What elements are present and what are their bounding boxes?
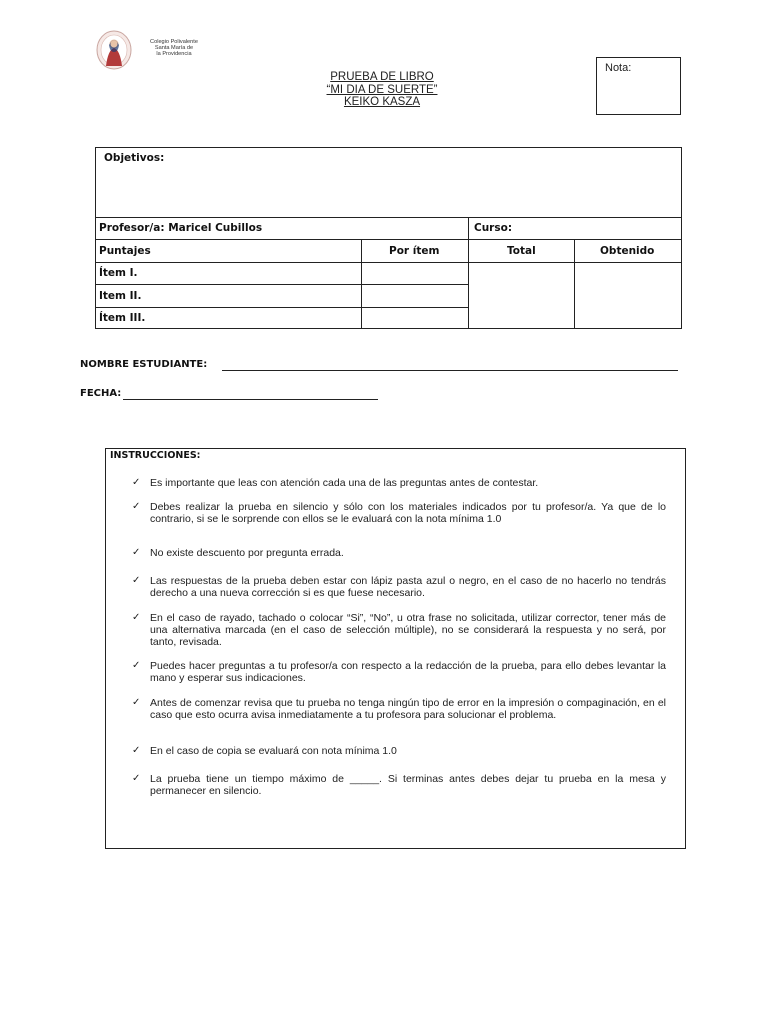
check-icon: ✓ — [132, 547, 141, 558]
check-icon: ✓ — [132, 660, 141, 671]
check-icon: ✓ — [132, 612, 141, 623]
item-row-2: Item II. — [99, 290, 142, 302]
header-por-item: Por ítem — [389, 245, 440, 257]
instruction-item: ✓ En el caso de rayado, tachado o colocar “Si”, “No”, u otra frase no solicitada, utilizar corrector, tener más de una alternativa marcada (en el caso de selección múltiple), no se considerará la respuesta y no será, por tanto, revisada. — [132, 612, 666, 648]
instruction-item: ✓ Es importante que leas con atención cada una de las preguntas antes de contestar. — [132, 477, 539, 489]
date-label: FECHA: — [80, 388, 122, 399]
title-line-3: KEIKO KASZA — [343, 96, 421, 108]
instruction-item: ✓ La prueba tiene un tiempo máximo de _____. Si terminas antes debes dejar tu prueba en la mesa y permanecer en silencio. — [132, 773, 666, 797]
title-line-2: “MI DIA DE SUERTE” — [326, 83, 438, 96]
teacher-label: Profesor/a: Maricel Cubillos — [99, 222, 263, 234]
evaluation-table — [95, 147, 682, 329]
objectives-label: Objetivos: — [104, 152, 165, 164]
grade-box[interactable] — [596, 57, 681, 115]
instruction-item: ✓ Puedes hacer preguntas a tu profesor/a con respecto a la redacción de la prueba, para ello debes levantar la mano y esperar sus indicaciones. — [132, 660, 666, 684]
header-obtenido: Obtenido — [600, 245, 655, 257]
header-total: Total — [507, 245, 536, 257]
instruction-item: ✓ Antes de comenzar revisa que tu prueba no tenga ningún tipo de error en la impresión o compaginación, en el caso que esto ocurra avisa inmediatamente a tu profesora para solucionar el problema. — [132, 697, 666, 721]
check-icon: ✓ — [132, 745, 141, 756]
check-icon: ✓ — [132, 477, 141, 488]
logo-line-3: la Providencia — [156, 51, 192, 57]
header-puntajes: Puntajes — [99, 245, 151, 257]
school-seal-icon — [96, 30, 132, 70]
student-name-line[interactable] — [222, 370, 678, 371]
student-name-label: NOMBRE ESTUDIANTE: — [80, 359, 208, 370]
title-line-1: PRUEBA DE LIBRO — [330, 71, 434, 83]
check-icon: ✓ — [132, 501, 141, 512]
instruction-item: ✓ No existe descuento por pregunta errada. — [132, 547, 344, 559]
instruction-item: ✓ En el caso de copia se evaluará con nota mínima 1.0 — [132, 745, 397, 757]
item-row-1: Ítem I. — [99, 267, 138, 279]
logo-line-2: Santa María de — [154, 45, 194, 51]
instruction-item: ✓ Debes realizar la prueba en silencio y sólo con los materiales indicados por tu profesor/a. Ya que de lo contrario, si se le sorprende con ellos se le evaluará con la nota mínima 1.0 — [132, 501, 666, 525]
instructions-box — [105, 448, 686, 849]
course-label: Curso: — [474, 222, 513, 234]
check-icon: ✓ — [132, 773, 141, 784]
instruction-item: ✓ Las respuestas de la prueba deben estar con lápiz pasta azul o negro, en el caso de no hacerlo no tendrás derecho a una nueva corrección si es que fuese necesario. — [132, 575, 666, 599]
school-logo — [96, 30, 206, 72]
check-icon: ✓ — [132, 697, 141, 708]
logo-line-1: Colegio Polivalente — [150, 39, 198, 45]
date-line[interactable] — [123, 399, 378, 400]
grade-label: Nota: — [605, 62, 632, 74]
document-title — [282, 71, 482, 109]
check-icon: ✓ — [132, 575, 141, 586]
instructions-title: INSTRUCCIONES: — [110, 450, 201, 461]
item-row-3: Ítem III. — [99, 312, 146, 324]
